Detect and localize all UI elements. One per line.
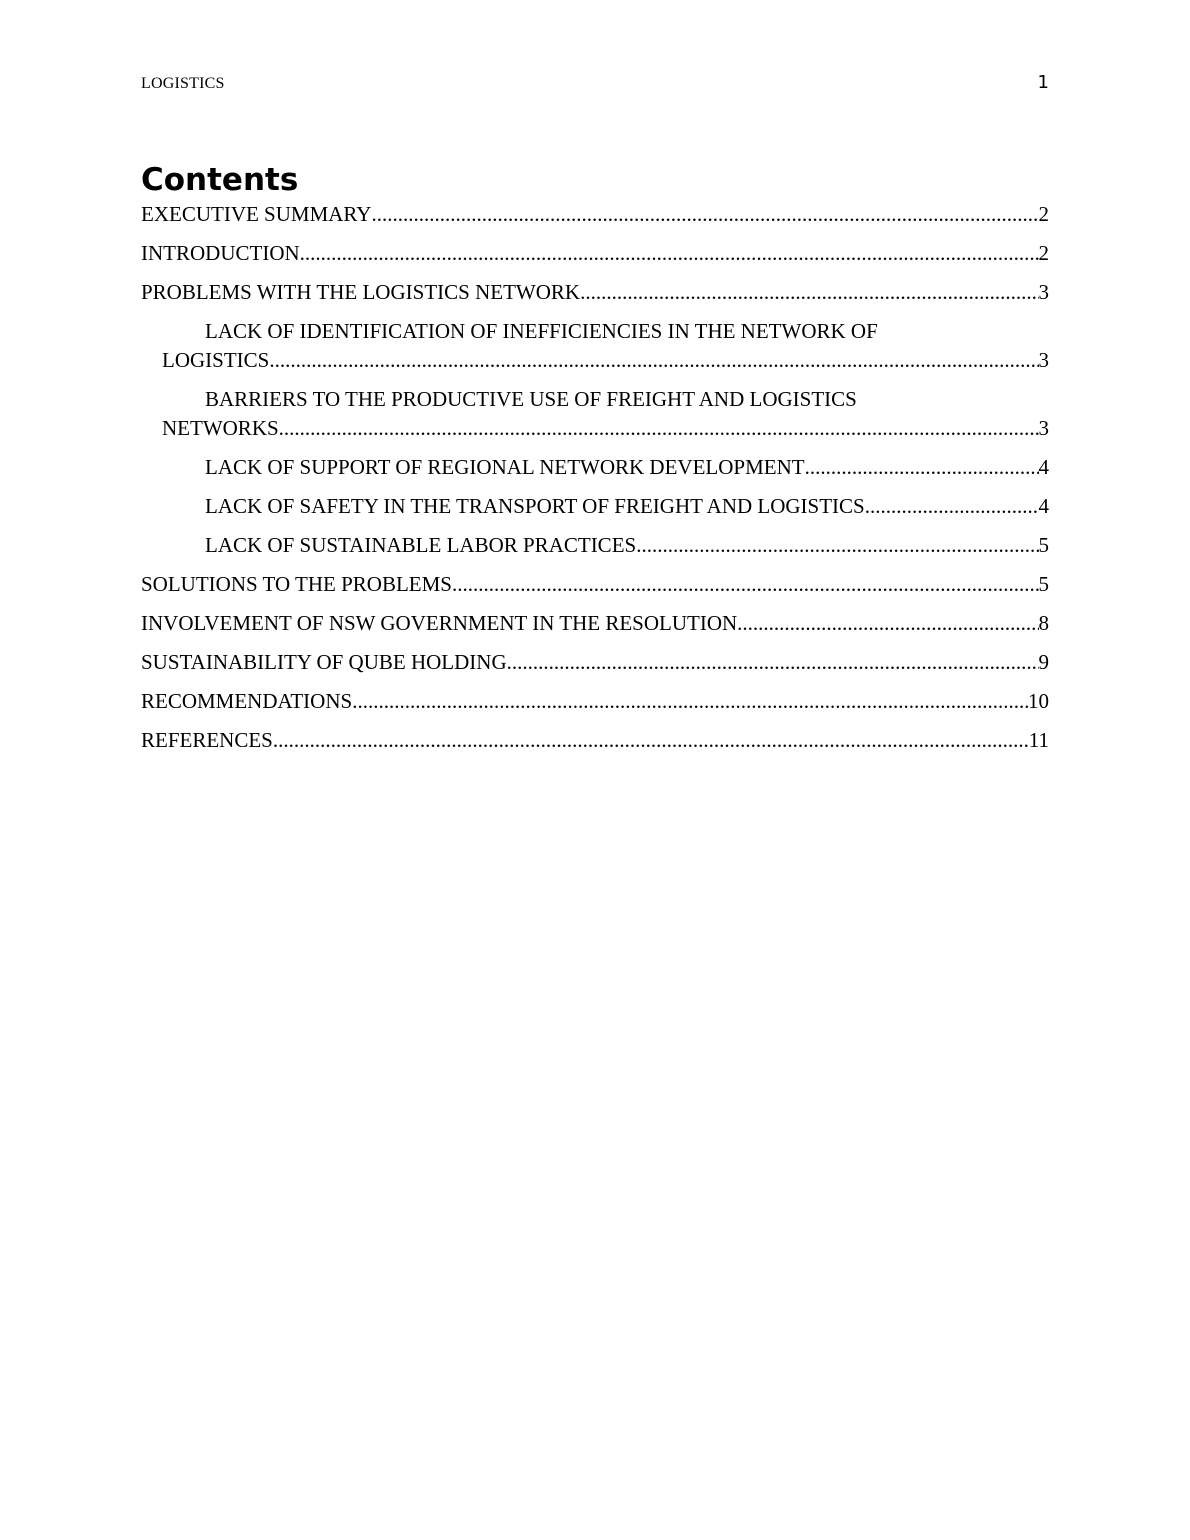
toc-entry-page: 5 <box>1038 572 1049 596</box>
toc-entry-label: EXECUTIVE SUMMARY <box>141 202 372 226</box>
toc-entry-sustainability[interactable] <box>141 648 1049 677</box>
toc-leader-dots <box>507 648 1039 677</box>
toc-entry-regional-support[interactable] <box>141 453 1049 482</box>
toc-entry-safety[interactable] <box>141 492 1049 521</box>
toc-entry-label-line1: LACK OF IDENTIFICATION OF INEFFICIENCIES IN THE NETWORK OF <box>205 319 878 343</box>
toc-entry-page: 9 <box>1038 650 1049 674</box>
toc-entry-label: PROBLEMS WITH THE LOGISTICS NETWORK <box>141 280 581 304</box>
toc-leader-dots <box>352 687 1028 716</box>
toc-entry-label: RECOMMENDATIONS <box>141 689 353 713</box>
toc-entry-labor-practices[interactable] <box>141 531 1049 560</box>
toc-entry-recommendations[interactable] <box>141 687 1049 716</box>
toc-leader-dots <box>300 239 1039 268</box>
toc-entry-page: 2 <box>1038 241 1049 265</box>
toc-entry-label: INTRODUCTION <box>141 241 300 265</box>
toc-entry-inefficiencies[interactable] <box>141 317 1049 375</box>
toc-entry-nsw-government[interactable] <box>141 609 1049 638</box>
toc-entry-page: 3 <box>1038 416 1049 440</box>
table-of-contents <box>141 200 1049 765</box>
toc-entry-label: REFERENCES <box>141 728 273 752</box>
toc-entry-label: LACK OF SAFETY IN THE TRANSPORT OF FREIGHT AND LOGISTICS <box>205 494 865 518</box>
toc-entry-page: 4 <box>1038 455 1049 479</box>
toc-entry-label-line2: LOGISTICS <box>162 348 270 372</box>
toc-leader-dots <box>279 414 1039 443</box>
toc-entry-label: SOLUTIONS TO THE PROBLEMS <box>141 572 452 596</box>
toc-entry-page: 3 <box>1038 348 1049 372</box>
toc-leader-dots <box>805 453 1039 482</box>
toc-entry-references[interactable] <box>141 726 1049 755</box>
toc-entry-page: 11 <box>1028 728 1049 752</box>
toc-leader-dots <box>269 346 1038 375</box>
toc-leader-dots <box>452 570 1039 599</box>
page-number: 1 <box>1037 72 1049 93</box>
toc-entry-label-line2: NETWORKS <box>162 416 279 440</box>
toc-leader-dots <box>737 609 1038 638</box>
toc-leader-dots <box>580 278 1038 307</box>
toc-entry-barriers[interactable] <box>141 385 1049 443</box>
toc-entry-page: 3 <box>1038 280 1049 304</box>
toc-entry-introduction[interactable] <box>141 239 1049 268</box>
toc-entry-label: LACK OF SUPPORT OF REGIONAL NETWORK DEVELOPMENT <box>205 455 805 479</box>
toc-entry-label: LACK OF SUSTAINABLE LABOR PRACTICES <box>205 533 637 557</box>
toc-entry-page: 8 <box>1038 611 1049 635</box>
toc-entry-page: 10 <box>1028 689 1049 713</box>
toc-entry-page: 5 <box>1038 533 1049 557</box>
toc-entry-label: SUSTAINABILITY OF QUBE HOLDING <box>141 650 507 674</box>
toc-entry-executive-summary[interactable] <box>141 200 1049 229</box>
toc-entry-label: INVOLVEMENT OF NSW GOVERNMENT IN THE RESOLUTION <box>141 611 738 635</box>
toc-entry-page: 4 <box>1038 494 1049 518</box>
toc-leader-dots <box>865 492 1039 521</box>
toc-entry-solutions[interactable] <box>141 570 1049 599</box>
running-header-title: LOGISTICS <box>141 75 225 92</box>
toc-entry-problems[interactable] <box>141 278 1049 307</box>
toc-title: Contents <box>141 162 299 198</box>
toc-entry-page: 2 <box>1038 202 1049 226</box>
toc-leader-dots <box>273 726 1029 755</box>
toc-leader-dots <box>371 200 1038 229</box>
toc-entry-label-line1: BARRIERS TO THE PRODUCTIVE USE OF FREIGHT AND LOGISTICS <box>205 387 857 411</box>
toc-leader-dots <box>636 531 1038 560</box>
